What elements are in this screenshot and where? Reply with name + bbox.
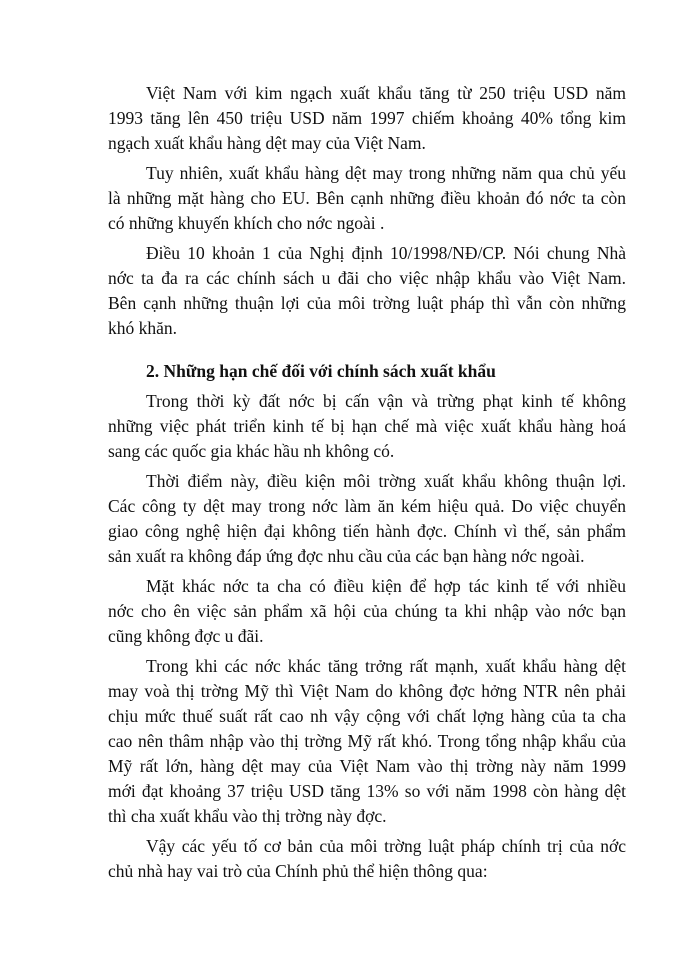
paragraph-3-line-1: Điều 10 khoản 1 của Nghị định 10/1998/NĐ/CP. Nói chung Nhà — [146, 243, 626, 263]
paragraph-5-line-3: giao công nghệ hiện đại không tiến hành đợc. Chính vì thế, sản phẩm — [108, 521, 626, 541]
paragraph-3-line-4: khó khăn. — [108, 318, 178, 338]
paragraph-6-line-3: cũng không đợc u đãi. — [108, 626, 264, 646]
paragraph-7-line-3: chịu mức thuế suất rất cao nh vậy cộng với chất lợng hàng của ta cha — [108, 706, 626, 726]
paragraph-2-line-1: Tuy nhiên, xuất khẩu hàng dệt may trong những năm qua chủ yếu — [146, 163, 626, 183]
paragraph-8-line-1: Vậy các yếu tố cơ bản của môi trờng luật pháp chính trị của nớc — [146, 836, 626, 856]
paragraph-7-line-7: thì cha xuất khẩu vào thị trờng này đợc. — [108, 806, 387, 826]
paragraph-7-line-5: Mỹ rất lớn, hàng dệt may của Việt Nam vào thị trờng này năm 1999 — [108, 756, 626, 776]
paragraph-1-line-3: ngạch xuất khẩu hàng dệt may của Việt Nam. — [108, 133, 426, 153]
paragraph-5-line-4: sản xuất ra không đáp ứng đợc nhu cầu của các bạn hàng nớc ngoài. — [108, 546, 585, 566]
paragraph-3-line-2: nớc ta đa ra các chính sách u đãi cho việc nhập khẩu vào Việt Nam. — [108, 268, 626, 288]
paragraph-4-line-3: sang các quốc gia khác hầu nh không có. — [108, 441, 395, 461]
paragraph-8-line-2: chủ nhà hay vai trò của Chính phủ thể hiện thông qua: — [108, 861, 488, 881]
paragraph-1-line-1: Việt Nam với kim ngạch xuất khẩu tăng từ 250 triệu USD năm — [146, 83, 626, 103]
paragraph-6-line-1: Mặt khác nớc ta cha có điều kiện để hợp tác kinh tế với nhiều — [146, 576, 626, 596]
section-heading: 2. Những hạn chế đối với chính sách xuất khẩu — [146, 361, 496, 381]
paragraph-7-line-1: Trong khi các nớc khác tăng trởng rất mạnh, xuất khẩu hàng dệt — [146, 656, 626, 676]
paragraph-3-line-3: Bên cạnh những thuận lợi của môi trờng luật pháp thì vẫn còn những — [108, 293, 626, 313]
paragraph-7-line-6: mới đạt khoảng 37 triệu USD tăng 13% so với năm 1998 còn hàng dệt — [108, 781, 626, 801]
paragraph-7-line-4: cao nên thâm nhập vào thị trờng Mỹ rất khó. Trong tổng nhập khẩu của — [108, 731, 626, 751]
paragraph-7-line-2: may voà thị trờng Mỹ thì Việt Nam do không đợc hởng NTR nên phải — [108, 681, 626, 701]
paragraph-2-line-2: là những mặt hàng cho EU. Bên cạnh những điều khoản đó nớc ta còn — [108, 188, 626, 208]
paragraph-5-line-1: Thời điểm này, điều kiện môi trờng xuất khẩu không thuận lợi. — [146, 471, 626, 491]
paragraph-6-line-2: nớc cho ên việc sản phẩm xã hội của chúng ta khi nhập vào nớc bạn — [108, 601, 626, 621]
paragraph-2-line-3: có những khuyến khích cho nớc ngoài . — [108, 213, 385, 233]
paragraph-4-line-2: những việc phát triển kinh tế bị hạn chế mà việc xuất khẩu hàng hoá — [108, 416, 626, 436]
paragraph-4-line-1: Trong thời kỳ đất nớc bị cấn vận và trừng phạt kinh tế không — [146, 391, 626, 411]
paragraph-1-line-2: 1993 tăng lên 450 triệu USD năm 1997 chiếm khoảng 40% tổng kim — [108, 108, 626, 128]
paragraph-5-line-2: Các công ty dệt may trong nớc làm ăn kém hiệu quả. Do việc chuyển — [108, 496, 626, 516]
